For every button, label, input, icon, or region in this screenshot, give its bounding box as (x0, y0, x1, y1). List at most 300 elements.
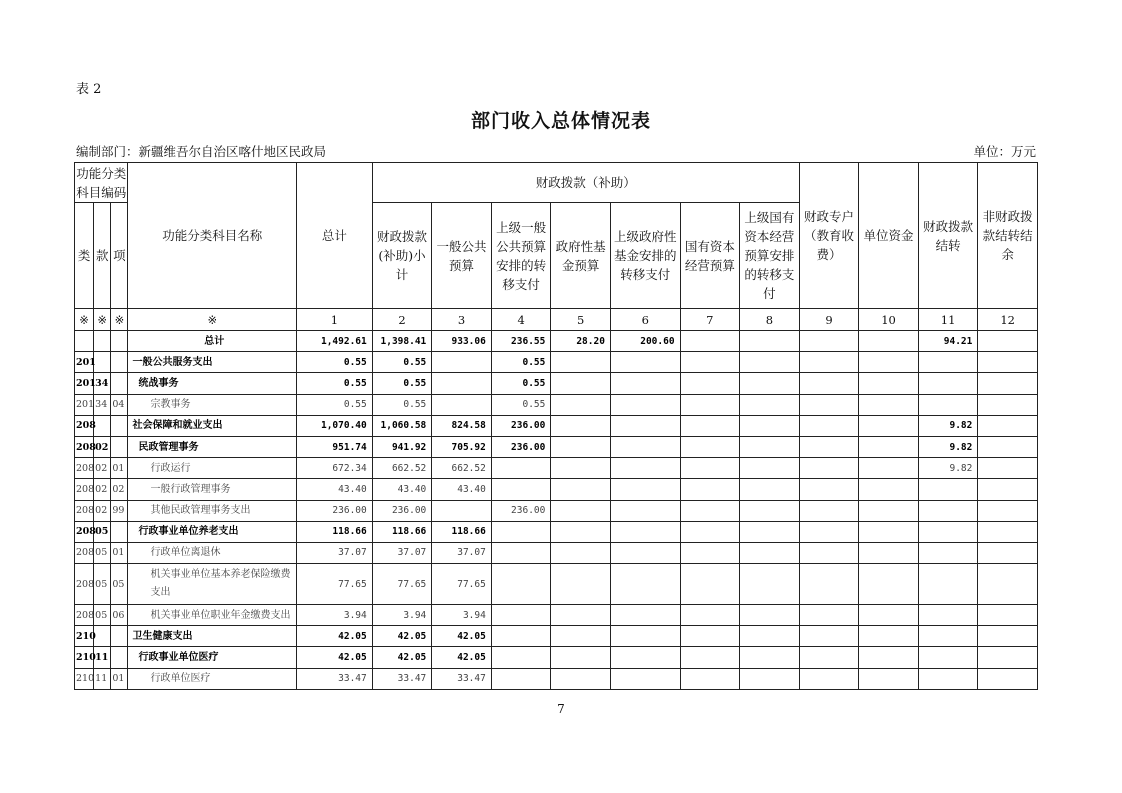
code-kuan-cell: 11 (94, 647, 111, 668)
fiscal-carryover-cell (918, 500, 978, 521)
nonfiscal-carryover-cell (978, 394, 1038, 415)
gov-fund-cell (551, 352, 611, 373)
transfer-general-cell (491, 479, 551, 500)
special-account-cell (799, 436, 859, 457)
code-lei-cell: 201 (75, 352, 94, 373)
total-cell: 118.66 (297, 521, 373, 542)
num-cell: 6 (610, 309, 680, 331)
special-account-cell (799, 479, 859, 500)
transfer-general-cell: 0.55 (491, 352, 551, 373)
transfer-state-cell (740, 352, 800, 373)
code-lei-cell: 208 (75, 415, 94, 436)
header-gov-fund: 政府性基金预算 (551, 203, 611, 309)
state-capital-cell (680, 394, 740, 415)
code-xiang-cell: 01 (111, 458, 128, 479)
header-kuan: 款 (94, 203, 111, 309)
nonfiscal-carryover-cell (978, 415, 1038, 436)
transfer-fund-cell (610, 436, 680, 457)
item-name-cell: 宗教事务 (128, 394, 297, 415)
transfer-fund-cell (610, 542, 680, 563)
fiscal-carryover-cell (918, 647, 978, 668)
item-name-cell: 机关事业单位基本养老保险缴费支出 (128, 564, 297, 605)
table-row (75, 668, 1038, 689)
header-special: 财政专户（教育收费） (799, 163, 859, 309)
fiscal-subtotal-cell: 37.07 (372, 542, 432, 563)
num-cell: 2 (372, 309, 432, 331)
unit-fund-cell (859, 542, 919, 563)
nonfiscal-carryover-cell (978, 564, 1038, 605)
item-name-cell: 卫生健康支出 (128, 626, 297, 647)
code-kuan-cell (94, 415, 111, 436)
transfer-fund-cell (610, 352, 680, 373)
unit-fund-cell (859, 415, 919, 436)
fiscal-carryover-cell (918, 605, 978, 626)
transfer-state-cell (740, 373, 800, 394)
transfer-fund-cell (610, 500, 680, 521)
code-xiang-cell (111, 626, 128, 647)
special-account-cell (799, 352, 859, 373)
item-name-cell: 行政事业单位养老支出 (128, 521, 297, 542)
fiscal-subtotal-cell: 43.40 (372, 479, 432, 500)
code-xiang-cell: 04 (111, 394, 128, 415)
column-number-row (75, 309, 1038, 331)
transfer-state-cell (740, 479, 800, 500)
total-cell: 37.07 (297, 542, 373, 563)
nonfiscal-carryover-cell (978, 331, 1038, 352)
nonfiscal-carryover-cell (978, 500, 1038, 521)
total-cell: 0.55 (297, 352, 373, 373)
gov-fund-cell (551, 479, 611, 500)
code-lei-cell: 201 (75, 394, 94, 415)
code-xiang-cell (111, 436, 128, 457)
num-cell: 5 (551, 309, 611, 331)
fiscal-subtotal-cell: 236.00 (372, 500, 432, 521)
item-name-cell: 民政管理事务 (128, 436, 297, 457)
code-xiang-cell: 01 (111, 668, 128, 689)
transfer-general-cell (491, 647, 551, 668)
num-cell: ※ (75, 309, 94, 331)
state-capital-cell (680, 415, 740, 436)
table-row (75, 373, 1038, 394)
nonfiscal-carryover-cell (978, 605, 1038, 626)
table-row (75, 436, 1038, 457)
general-budget-cell: 77.65 (432, 564, 492, 605)
fiscal-subtotal-cell: 0.55 (372, 352, 432, 373)
gov-fund-cell (551, 626, 611, 647)
nonfiscal-carryover-cell (978, 373, 1038, 394)
unit-fund-cell (859, 521, 919, 542)
table-label: 表 2 (76, 82, 102, 97)
table-row (75, 479, 1038, 500)
nonfiscal-carryover-cell (978, 626, 1038, 647)
header-nonfiscal: 非财政拨款结转结余 (978, 163, 1038, 309)
total-cell: 236.00 (297, 500, 373, 521)
special-account-cell (799, 668, 859, 689)
table-row (75, 564, 1038, 605)
state-capital-cell (680, 458, 740, 479)
num-cell: ※ (111, 309, 128, 331)
nonfiscal-carryover-cell (978, 352, 1038, 373)
fiscal-carryover-cell (918, 668, 978, 689)
code-kuan-cell (94, 626, 111, 647)
total-cell: 77.65 (297, 564, 373, 605)
item-name-cell: 其他民政管理事务支出 (128, 500, 297, 521)
general-budget-cell: 705.92 (432, 436, 492, 457)
code-xiang-cell (111, 331, 128, 352)
fiscal-subtotal-cell: 118.66 (372, 521, 432, 542)
header-transfer-state: 上级国有资本经营预算安排的转移支付 (740, 203, 800, 309)
code-lei-cell: 208 (75, 542, 94, 563)
header-xiang: 项 (111, 203, 128, 309)
table-body (75, 331, 1038, 690)
state-capital-cell (680, 436, 740, 457)
total-cell: 42.05 (297, 626, 373, 647)
fiscal-subtotal-cell: 0.55 (372, 373, 432, 394)
gov-fund-cell (551, 564, 611, 605)
total-cell: 33.47 (297, 668, 373, 689)
header-lei: 类 (75, 203, 94, 309)
transfer-fund-cell (610, 564, 680, 605)
transfer-general-cell: 236.00 (491, 415, 551, 436)
transfer-fund-cell (610, 521, 680, 542)
transfer-state-cell (740, 500, 800, 521)
special-account-cell (799, 626, 859, 647)
special-account-cell (799, 647, 859, 668)
nonfiscal-carryover-cell (978, 647, 1038, 668)
transfer-general-cell: 236.00 (491, 500, 551, 521)
general-budget-cell (432, 352, 492, 373)
general-budget-cell (432, 500, 492, 521)
unit-fund-cell (859, 458, 919, 479)
code-kuan-cell: 02 (94, 436, 111, 457)
unit-fund-cell (859, 668, 919, 689)
table-row (75, 542, 1038, 563)
fiscal-carryover-cell (918, 521, 978, 542)
transfer-state-cell (740, 668, 800, 689)
num-cell: 9 (799, 309, 859, 331)
state-capital-cell (680, 373, 740, 394)
unit-fund-cell (859, 479, 919, 500)
transfer-state-cell (740, 521, 800, 542)
transfer-general-cell (491, 521, 551, 542)
code-kuan-cell: 05 (94, 605, 111, 626)
special-account-cell (799, 373, 859, 394)
header-transfer-general: 上级一般公共预算安排的转移支付 (491, 203, 551, 309)
header-code-group: 功能分类科目编码 (75, 163, 128, 203)
special-account-cell (799, 500, 859, 521)
table-row (75, 458, 1038, 479)
gov-fund-cell (551, 500, 611, 521)
state-capital-cell (680, 668, 740, 689)
fiscal-subtotal-cell: 77.65 (372, 564, 432, 605)
unit-fund-cell (859, 331, 919, 352)
fiscal-subtotal-cell: 42.05 (372, 647, 432, 668)
code-kuan-cell (94, 352, 111, 373)
transfer-fund-cell (610, 479, 680, 500)
code-xiang-cell: 99 (111, 500, 128, 521)
num-cell: 1 (297, 309, 373, 331)
transfer-general-cell: 0.55 (491, 394, 551, 415)
state-capital-cell (680, 605, 740, 626)
code-kuan-cell: 34 (94, 373, 111, 394)
unit-fund-cell (859, 352, 919, 373)
code-lei-cell: 210 (75, 647, 94, 668)
transfer-fund-cell (610, 626, 680, 647)
total-cell: 42.05 (297, 647, 373, 668)
header-unit-fund: 单位资金 (859, 163, 919, 309)
transfer-general-cell: 236.55 (491, 331, 551, 352)
fiscal-subtotal-cell: 0.55 (372, 394, 432, 415)
unit-fund-cell (859, 605, 919, 626)
transfer-fund-cell (610, 373, 680, 394)
header-total: 总计 (297, 163, 373, 309)
table-row (75, 500, 1038, 521)
general-budget-cell (432, 373, 492, 394)
header-name: 功能分类科目名称 (128, 163, 297, 309)
code-lei-cell: 208 (75, 605, 94, 626)
transfer-state-cell (740, 564, 800, 605)
fiscal-carryover-cell (918, 352, 978, 373)
total-cell: 1,492.61 (297, 331, 373, 352)
code-kuan-cell: 34 (94, 394, 111, 415)
table-row (75, 521, 1038, 542)
special-account-cell (799, 564, 859, 605)
item-name-cell: 统战事务 (128, 373, 297, 394)
transfer-state-cell (740, 605, 800, 626)
special-account-cell (799, 331, 859, 352)
total-cell: 951.74 (297, 436, 373, 457)
code-xiang-cell: 01 (111, 542, 128, 563)
num-cell: 12 (978, 309, 1038, 331)
code-xiang-cell: 06 (111, 605, 128, 626)
fiscal-carryover-cell (918, 626, 978, 647)
transfer-fund-cell (610, 668, 680, 689)
fiscal-subtotal-cell: 33.47 (372, 668, 432, 689)
general-budget-cell: 662.52 (432, 458, 492, 479)
item-name-cell: 社会保障和就业支出 (128, 415, 297, 436)
unit-fund-cell (859, 373, 919, 394)
table-row (75, 647, 1038, 668)
fiscal-subtotal-cell: 1,398.41 (372, 331, 432, 352)
total-cell: 1,070.40 (297, 415, 373, 436)
transfer-fund-cell (610, 647, 680, 668)
transfer-general-cell (491, 542, 551, 563)
num-cell: 7 (680, 309, 740, 331)
item-name-cell: 行政事业单位医疗 (128, 647, 297, 668)
code-xiang-cell (111, 352, 128, 373)
unit-fund-cell (859, 564, 919, 605)
gov-fund-cell (551, 436, 611, 457)
code-kuan-cell: 05 (94, 564, 111, 605)
num-cell: 4 (491, 309, 551, 331)
code-lei-cell: 208 (75, 436, 94, 457)
code-kuan-cell: 02 (94, 500, 111, 521)
code-lei-cell (75, 331, 94, 352)
code-kuan-cell: 02 (94, 458, 111, 479)
code-lei-cell: 208 (75, 564, 94, 605)
code-kuan-cell (94, 331, 111, 352)
num-cell: 11 (918, 309, 978, 331)
general-budget-cell: 37.07 (432, 542, 492, 563)
item-name-cell: 一般公共服务支出 (128, 352, 297, 373)
gov-fund-cell (551, 394, 611, 415)
code-lei-cell: 208 (75, 500, 94, 521)
transfer-state-cell (740, 436, 800, 457)
code-lei-cell: 210 (75, 626, 94, 647)
fiscal-carryover-cell (918, 373, 978, 394)
header-state-capital: 国有资本经营预算 (680, 203, 740, 309)
special-account-cell (799, 458, 859, 479)
item-name-cell: 行政运行 (128, 458, 297, 479)
total-cell: 3.94 (297, 605, 373, 626)
transfer-state-cell (740, 394, 800, 415)
fiscal-subtotal-cell: 941.92 (372, 436, 432, 457)
transfer-state-cell (740, 647, 800, 668)
unit-fund-cell (859, 394, 919, 415)
unit-fund-cell (859, 647, 919, 668)
transfer-fund-cell (610, 458, 680, 479)
general-budget-cell: 118.66 (432, 521, 492, 542)
item-name-cell: 一般行政管理事务 (128, 479, 297, 500)
page-number: 7 (557, 702, 565, 716)
gov-fund-cell (551, 542, 611, 563)
fiscal-carryover-cell: 9.82 (918, 436, 978, 457)
state-capital-cell (680, 521, 740, 542)
transfer-state-cell (740, 542, 800, 563)
transfer-general-cell: 236.00 (491, 436, 551, 457)
income-table (74, 162, 1038, 690)
fiscal-subtotal-cell: 42.05 (372, 626, 432, 647)
fiscal-subtotal-cell: 3.94 (372, 605, 432, 626)
table-row (75, 331, 1038, 352)
item-name-cell: 机关事业单位职业年金缴费支出 (128, 605, 297, 626)
header-general-budget: 一般公共预算 (432, 203, 492, 309)
fiscal-carryover-cell (918, 479, 978, 500)
num-cell: 3 (432, 309, 492, 331)
special-account-cell (799, 605, 859, 626)
gov-fund-cell: 28.20 (551, 331, 611, 352)
code-kuan-cell: 05 (94, 542, 111, 563)
fiscal-carryover-cell: 94.21 (918, 331, 978, 352)
state-capital-cell (680, 564, 740, 605)
state-capital-cell (680, 647, 740, 668)
general-budget-cell (432, 394, 492, 415)
code-lei-cell: 210 (75, 668, 94, 689)
state-capital-cell (680, 479, 740, 500)
transfer-state-cell (740, 331, 800, 352)
code-lei-cell: 201 (75, 373, 94, 394)
special-account-cell (799, 415, 859, 436)
fiscal-carryover-cell: 9.82 (918, 458, 978, 479)
transfer-fund-cell (610, 415, 680, 436)
special-account-cell (799, 521, 859, 542)
code-xiang-cell (111, 415, 128, 436)
table-row (75, 626, 1038, 647)
transfer-general-cell (491, 458, 551, 479)
num-cell: ※ (94, 309, 111, 331)
fiscal-carryover-cell (918, 564, 978, 605)
code-lei-cell: 208 (75, 521, 94, 542)
code-xiang-cell (111, 647, 128, 668)
department-label: 编制部门：新疆维吾尔自治区喀什地区民政局 (76, 144, 327, 159)
nonfiscal-carryover-cell (978, 668, 1038, 689)
gov-fund-cell (551, 668, 611, 689)
gov-fund-cell (551, 458, 611, 479)
transfer-general-cell (491, 564, 551, 605)
transfer-fund-cell (610, 605, 680, 626)
general-budget-cell: 33.47 (432, 668, 492, 689)
gov-fund-cell (551, 521, 611, 542)
table-row (75, 352, 1038, 373)
fiscal-carryover-cell (918, 394, 978, 415)
transfer-state-cell (740, 458, 800, 479)
fiscal-carryover-cell: 9.82 (918, 415, 978, 436)
code-xiang-cell (111, 373, 128, 394)
total-cell: 43.40 (297, 479, 373, 500)
header-transfer-fund: 上级政府性基金安排的转移支付 (610, 203, 680, 309)
gov-fund-cell (551, 415, 611, 436)
gov-fund-cell (551, 605, 611, 626)
nonfiscal-carryover-cell (978, 458, 1038, 479)
state-capital-cell (680, 352, 740, 373)
code-kuan-cell: 11 (94, 668, 111, 689)
general-budget-cell: 824.58 (432, 415, 492, 436)
num-cell: ※ (128, 309, 297, 331)
code-xiang-cell: 05 (111, 564, 128, 605)
total-cell: 0.55 (297, 394, 373, 415)
general-budget-cell: 43.40 (432, 479, 492, 500)
fiscal-subtotal-cell: 1,060.58 (372, 415, 432, 436)
unit-fund-cell (859, 500, 919, 521)
gov-fund-cell (551, 373, 611, 394)
special-account-cell (799, 542, 859, 563)
table-row (75, 394, 1038, 415)
fiscal-carryover-cell (918, 542, 978, 563)
table-row (75, 605, 1038, 626)
num-cell: 10 (859, 309, 919, 331)
item-name-cell: 行政单位医疗 (128, 668, 297, 689)
general-budget-cell: 933.06 (432, 331, 492, 352)
transfer-general-cell (491, 605, 551, 626)
page-title: 部门收入总体情况表 (470, 110, 651, 132)
transfer-general-cell: 0.55 (491, 373, 551, 394)
unit-fund-cell (859, 436, 919, 457)
transfer-general-cell (491, 626, 551, 647)
code-xiang-cell (111, 521, 128, 542)
special-account-cell (799, 394, 859, 415)
code-xiang-cell: 02 (111, 479, 128, 500)
nonfiscal-carryover-cell (978, 436, 1038, 457)
header-carryover: 财政拨款结转 (918, 163, 978, 309)
transfer-state-cell (740, 626, 800, 647)
transfer-general-cell (491, 668, 551, 689)
nonfiscal-carryover-cell (978, 542, 1038, 563)
general-budget-cell: 3.94 (432, 605, 492, 626)
code-lei-cell: 208 (75, 458, 94, 479)
nonfiscal-carryover-cell (978, 521, 1038, 542)
transfer-state-cell (740, 415, 800, 436)
total-cell: 672.34 (297, 458, 373, 479)
state-capital-cell (680, 626, 740, 647)
total-cell: 0.55 (297, 373, 373, 394)
state-capital-cell (680, 500, 740, 521)
item-name-cell: 总计 (128, 331, 297, 352)
state-capital-cell (680, 542, 740, 563)
header-fiscal-group: 财政拨款（补助） (372, 163, 799, 203)
code-kuan-cell: 02 (94, 479, 111, 500)
code-kuan-cell: 05 (94, 521, 111, 542)
general-budget-cell: 42.05 (432, 647, 492, 668)
